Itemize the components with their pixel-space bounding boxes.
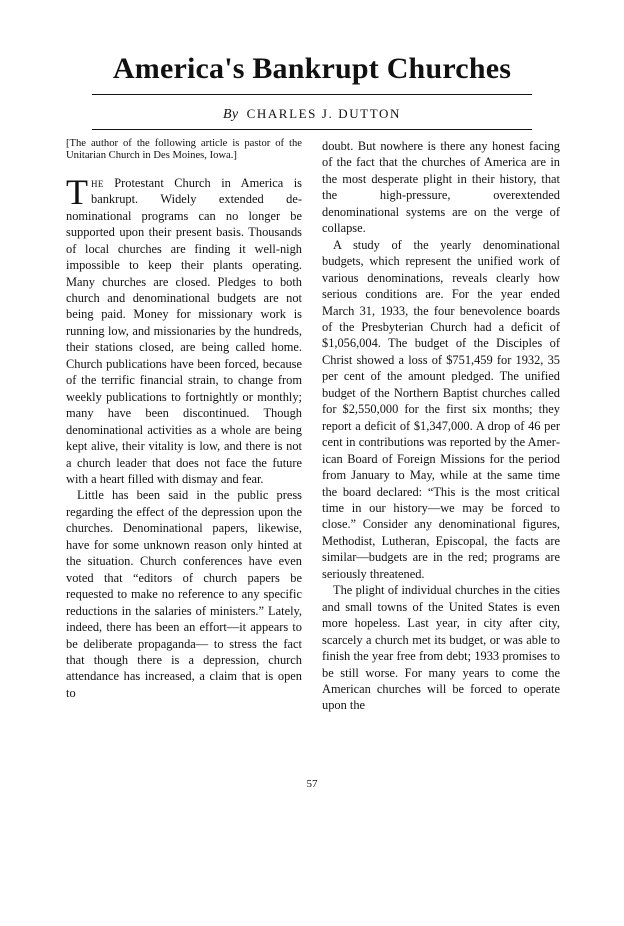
paragraph-4: The plight of individual churches in the cities and small towns of the United States is even more hopeless. Last year, in city after city, scarcely a church met its budget, or was able to finish the year free from debt; 1933 promises to be still worse. For many years to come the American churches will be forced to operate upon the: [322, 583, 560, 713]
byline: [0, 106, 624, 123]
article-title: America's Bankrupt Churches: [112, 52, 512, 85]
left-column: [66, 138, 302, 701]
drop-cap-lead: he: [91, 175, 104, 190]
title-rule: [92, 94, 532, 95]
page-number: 57: [306, 778, 318, 790]
paragraph-3: A study of the yearly denominational budgets, which represent the unified work of various denominations, reveals clearly how serious conditions are. For the year ended March 31, 1933, the four benevolence boards of the Presbyterian Church had a deficit of $1,056,004. The budget of the Disciples of Christ showed a loss of $751,459 for 1932, 35 per cent of the amount pledged. The unified budget of the Northern Baptist churches called for $2,550,000 for the first six months; they report a deficit of $1,347,000. A drop of 46 per cent in contributions was reported by the American Board of Foreign Missions for the period from January to May, while at the same time the board declared: “This is the most critical time in our history—we may be forced to close.” Consider any denominational figures, Methodist, Lutheran, Episcopal, the facts are similar—budgets are in the red; programs are seriously threatened.: [322, 237, 560, 581]
author-name: CHARLES J. DUTTON: [246, 106, 402, 121]
author-note: [The author of the following article is pastor of the Unitarian Church in Des Moines, Iowa.]: [66, 138, 302, 162]
paragraph-1-text: Protestant Church in America is bankrupt. Widely extended denominational programs can no longer be supported upon their present basis. Thousands of local churches are finding it well-nigh impossible to keep their plants operating. Many churches are closed. Pledges to both church and denominational budgets are not being paid. Money for missionary work is running low, and missionaries by the hundreds, their stations closed, are being called home. Church publications have been forced, because of the terrific financial strain, to change from weekly publications to fortnightly or monthly; many have been discontinued. Though denominational activities as a whole are being kept alive, their vitality is low, and there is not a church leader that does not face the future with a heart filled with dismay and fear.: [66, 175, 302, 486]
byline-rule: [92, 129, 532, 130]
paragraph-1: [66, 171, 302, 488]
paragraph-2-continued: doubt. But nowhere is there any honest facing of the fact that the churches of America are in the most desperate plight in their history, that the high-pressure, overextended denominational systems are on the verge of collapse.: [322, 139, 560, 236]
right-column: [322, 138, 560, 714]
drop-cap: T: [66, 171, 88, 212]
byline-prefix: By: [222, 107, 239, 122]
paragraph-2: Little has been said in the public press regarding the effect of the depression upon the churches. Denominational papers, likewise, have for some unknown reason only hinted at the situation. Church conferences have even voted that “editors of church papers be requested to make no reference to any specific reductions in the salaries of ministers.” Lately, indeed, there has been an effort—it appears to be deliberate propaganda— to stress the fact that though there is a depression, church attendance has increased, a claim that is open to: [66, 488, 302, 700]
